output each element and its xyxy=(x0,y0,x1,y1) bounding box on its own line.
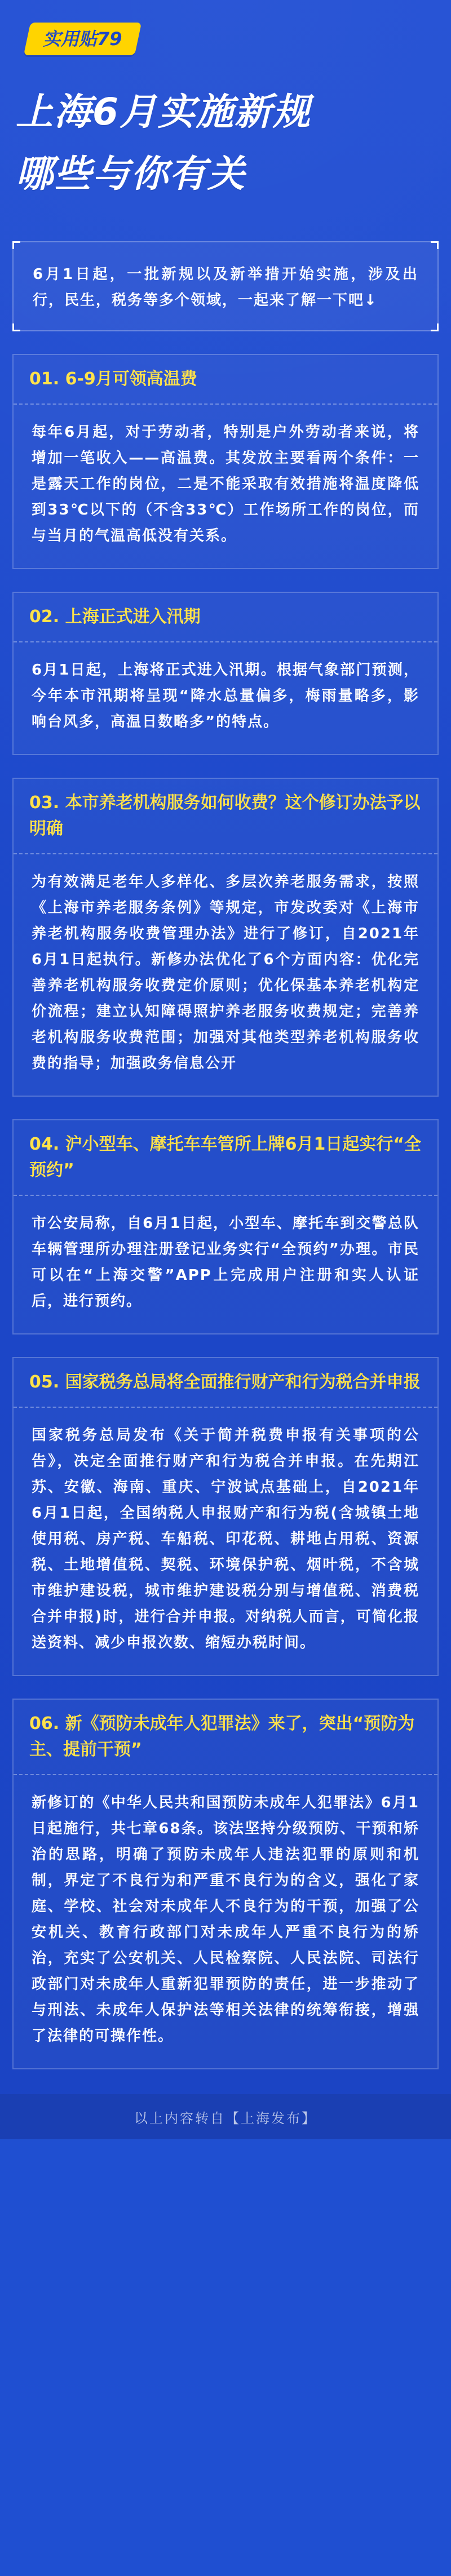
section-text: 6月1日起，上海将正式进入汛期。根据气象部门预测，今年本市汛期将呈现“降水总量偏多，梅雨量略多，影响台风多，高温日数略多”的特点。 xyxy=(32,662,419,730)
corner-decoration xyxy=(12,323,20,331)
section-title: 04. 沪小型车、摩托车车管所上牌6月1日起实行“全预约” xyxy=(29,1134,422,1180)
section-header xyxy=(14,1700,437,1775)
section-header xyxy=(14,355,437,405)
section-06 xyxy=(12,1699,439,2069)
section-header xyxy=(14,593,437,642)
headline xyxy=(0,64,451,205)
section-body xyxy=(14,1775,437,2068)
section-header xyxy=(14,779,437,854)
intro-text: 6月1日起，一批新规以及新举措开始实施，涉及出行，民生，税务等多个领域，一起来了解一下吧↓ xyxy=(33,266,418,309)
section-04 xyxy=(12,1119,439,1334)
headline-line-2: 哪些与你有关 xyxy=(16,152,246,196)
section-title: 03. 本市养老机构服务如何收费？这个修订办法予以明确 xyxy=(29,793,421,839)
series-tag xyxy=(24,23,142,55)
section-body xyxy=(14,642,437,754)
corner-decoration xyxy=(12,241,20,249)
section-text: 国家税务总局发布《关于简并税费申报有关事项的公告》，决定全面推行财产和行为税合并申报。在先期江苏、安徽、海南、重庆、宁波试点基础上，自2021年6月1日起，全国纳税人申报财产和行为税(含城镇土地使用税、房产税、车船税、印花税、耕地占用税、资源税、土地增值税、契税、环境保护税、烟叶税，不含城市维护建设税，城市维护建设税分别与增值税、消费税合并申报)时，进行合并申报。对纳税人而言，可简化报送资料、减少申报次数、缩短办税时间。 xyxy=(32,1427,419,1651)
section-header xyxy=(14,1120,437,1196)
section-header xyxy=(14,1358,437,1408)
section-title: 01. 6-9月可领高温费 xyxy=(29,369,197,389)
series-tag-label: 实用贴79 xyxy=(43,28,122,50)
section-body xyxy=(14,1408,437,1675)
intro-card xyxy=(12,241,439,331)
section-text: 市公安局称，自6月1日起，小型车、摩托车到交警总队车辆管理所办理注册登记业务实行“全预约”办理。市民可以在“上海交警”APP上完成用户注册和实人认证后，进行预约。 xyxy=(32,1215,419,1310)
source-note: 以上内容转自【上海发布】 xyxy=(134,2110,317,2126)
headline-line-1: 上海6月实施新规 xyxy=(16,90,311,134)
section-text: 为有效满足老年人多样化、多层次养老服务需求，按照《上海市养老服务条例》等规定，市发改委对《上海市养老机构服务收费管理办法》进行了修订，自2021年6月1日起执行。新修办法优化了6个方面内容：优化完善养老机构服务收费定价原则；优化保基本养老机构定价流程；建立认知障碍照护养老服务收费规定；完善养老机构服务收费范围；加强对其他类型养老机构服务收费的指导；加强政务信息公开 xyxy=(32,874,419,1072)
section-03 xyxy=(12,778,439,1097)
header-divider xyxy=(0,213,451,233)
section-body xyxy=(14,854,437,1096)
header-tag-wrap xyxy=(0,23,451,64)
corner-decoration xyxy=(431,241,439,249)
section-05 xyxy=(12,1357,439,1676)
corner-decoration xyxy=(431,323,439,331)
section-02 xyxy=(12,592,439,755)
section-title: 05. 国家税务总局将全面推行财产和行为税合并申报 xyxy=(29,1372,421,1392)
section-01 xyxy=(12,354,439,569)
section-text: 每年6月起，对于劳动者，特别是户外劳动者来说，将增加一笔收入——高温费。其发放主要看两个条件：一是露天工作的岗位，二是不能采取有效措施将温度降低到33℃以下的（不含33℃）工作场所工作的岗位，而与当月的气温高低没有关系。 xyxy=(32,424,419,544)
section-title: 02. 上海正式进入汛期 xyxy=(29,607,201,627)
section-body xyxy=(14,1196,437,1333)
section-title: 06. 新《预防未成年人犯罪法》来了，突出“预防为主、提前干预” xyxy=(29,1714,415,1759)
footer-bar xyxy=(0,2094,451,2139)
section-text: 新修订的《中华人民共和国预防未成年人犯罪法》6月1日起施行，共七章68条。该法坚持分级预防、干预和矫治的思路，明确了预防未成年人违法犯罪的原则和机制，界定了不良行为和严重不良行为的含义，强化了家庭、学校、社会对未成年人不良行为的干预，加强了公安机关、教育行政部门对未成年人严重不良行为的矫治，充实了公安机关、人民检察院、人民法院、司法行政部门对未成年人重新犯罪预防的责任，进一步推动了与刑法、未成年人保护法等相关法律的统筹衔接，增强了法律的可操作性。 xyxy=(32,1794,419,2045)
section-body xyxy=(14,405,437,568)
